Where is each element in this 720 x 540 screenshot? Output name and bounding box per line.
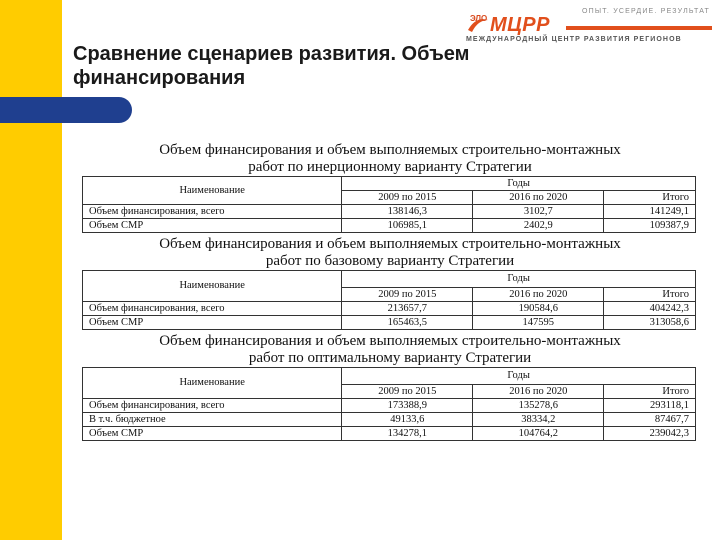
table-header-row (83, 271, 696, 288)
row-value-b: 3102,7 (473, 205, 604, 219)
row-value-b: 104764,2 (473, 427, 604, 441)
table-heading-line1: Объем финансирования и объем выполняемых строительно-монтажных (159, 333, 621, 349)
table-row (83, 302, 696, 316)
row-name: Объем СМР (83, 316, 342, 330)
col-name-header: Наименование (83, 271, 342, 302)
col-name-header: Наименование (83, 368, 342, 399)
col-b-header: 2016 по 2020 (473, 385, 604, 399)
col-b-header: 2016 по 2020 (473, 288, 604, 302)
logo-subtitle: МЕЖДУНАРОДНЫЙ ЦЕНТР РАЗВИТИЯ РЕГИОНОВ (466, 36, 682, 43)
row-total: 313058,6 (604, 316, 696, 330)
table-row (83, 205, 696, 219)
row-name: В т.ч. бюджетное (83, 413, 342, 427)
document-body (80, 142, 700, 441)
row-value-b: 147595 (473, 316, 604, 330)
row-name: Объем СМР (83, 219, 342, 233)
col-years-header: Годы (342, 271, 696, 288)
table-block-base (80, 236, 700, 330)
table-row (83, 427, 696, 441)
row-value-b: 2402,9 (473, 219, 604, 233)
table-heading-line2: работ по оптимальному варианту Стратегии (248, 350, 532, 366)
row-value-a: 173388,9 (342, 399, 473, 413)
logo-rule (566, 26, 712, 30)
logo (466, 8, 716, 46)
accent-bar (0, 97, 132, 123)
table-block-optimal (80, 333, 700, 441)
table-row (83, 219, 696, 233)
table-heading-line1: Объем финансирования и объем выполняемых строительно-монтажных (159, 142, 621, 158)
table-inertial (82, 176, 696, 233)
table-header-row (83, 177, 696, 191)
row-total: 109387,9 (604, 219, 696, 233)
row-value-a: 138146,3 (342, 205, 473, 219)
table-header-row (83, 368, 696, 385)
row-value-b: 190584,6 (473, 302, 604, 316)
row-total: 293118,1 (604, 399, 696, 413)
col-a-header: 2009 по 2015 (342, 385, 473, 399)
col-total-header: Итого (604, 288, 696, 302)
row-value-a: 134278,1 (342, 427, 473, 441)
row-value-a: 213657,7 (342, 302, 473, 316)
logo-emblem: ЭЛО (470, 14, 488, 23)
row-value-a: 165463,5 (342, 316, 473, 330)
col-a-header: 2009 по 2015 (342, 288, 473, 302)
row-total: 239042,3 (604, 427, 696, 441)
row-value-b: 135278,6 (473, 399, 604, 413)
row-name: Объем СМР (83, 427, 342, 441)
col-total-header: Итого (604, 385, 696, 399)
row-value-b: 38334,2 (473, 413, 604, 427)
side-stripe (0, 0, 62, 540)
row-name: Объем финансирования, всего (83, 399, 342, 413)
row-total: 87467,7 (604, 413, 696, 427)
col-b-header: 2016 по 2020 (473, 191, 604, 205)
row-value-a: 49133,6 (342, 413, 473, 427)
col-total-header: Итого (604, 191, 696, 205)
row-total: 141249,1 (604, 205, 696, 219)
slide-title: Сравнение сценариев развития. Объем финансирования (73, 43, 470, 89)
row-total: 404242,3 (604, 302, 696, 316)
col-name-header: Наименование (83, 177, 342, 205)
table-heading-line2: работ по инерционному варианту Стратегии (248, 159, 532, 175)
table-base (82, 270, 696, 330)
row-value-a: 106985,1 (342, 219, 473, 233)
table-row (83, 316, 696, 330)
row-name: Объем финансирования, всего (83, 205, 342, 219)
col-years-header: Годы (342, 368, 696, 385)
logo-wordmark: МЦРР (490, 14, 550, 36)
table-heading-line2: работ по базовому варианту Стратегии (265, 253, 515, 269)
table-heading-line1: Объем финансирования и объем выполняемых строительно-монтажных (159, 236, 621, 252)
col-years-header: Годы (342, 177, 696, 191)
table-row (83, 413, 696, 427)
table-block-inertial (80, 142, 700, 233)
table-row (83, 399, 696, 413)
col-a-header: 2009 по 2015 (342, 191, 473, 205)
row-name: Объем финансирования, всего (83, 302, 342, 316)
logo-tagline: ОПЫТ. УСЕРДИЕ. РЕЗУЛЬТАТ (581, 8, 710, 15)
table-optimal (82, 367, 696, 441)
